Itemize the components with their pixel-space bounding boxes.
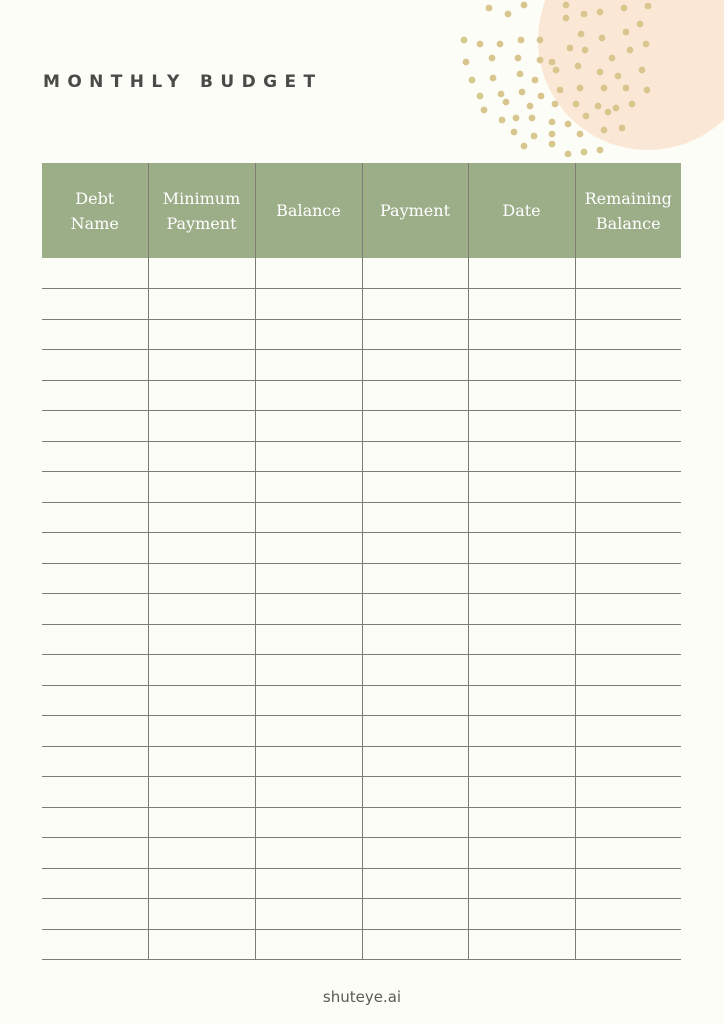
table-cell[interactable] <box>255 899 362 930</box>
table-row <box>42 716 681 747</box>
table-cell[interactable] <box>255 441 362 472</box>
decor-dot <box>605 109 612 116</box>
table-cell[interactable] <box>468 594 575 625</box>
table-cell[interactable] <box>148 838 255 869</box>
table-cell[interactable] <box>575 807 681 838</box>
decor-dot <box>613 105 620 112</box>
header-label: Minimum Payment <box>162 188 241 233</box>
table-cell[interactable] <box>362 594 468 625</box>
table-cell[interactable] <box>575 624 681 655</box>
table-cell[interactable] <box>575 838 681 869</box>
table-cell[interactable] <box>575 716 681 747</box>
table-cell[interactable] <box>362 319 468 350</box>
table-row <box>42 563 681 594</box>
table-cell[interactable] <box>42 624 148 655</box>
table-cell[interactable] <box>575 441 681 472</box>
decor-dot <box>563 15 570 22</box>
decor-dot <box>629 101 636 108</box>
decor-dot <box>595 103 602 110</box>
table-cell[interactable] <box>575 685 681 716</box>
table-cell[interactable] <box>362 868 468 899</box>
table-cell[interactable] <box>255 807 362 838</box>
table-cell[interactable] <box>148 319 255 350</box>
table-cell[interactable] <box>362 380 468 411</box>
table-cell[interactable] <box>255 746 362 777</box>
table-cell[interactable] <box>255 685 362 716</box>
decor-dot <box>529 115 536 122</box>
table-cell[interactable] <box>362 258 468 289</box>
table-cell[interactable] <box>575 868 681 899</box>
table-cell[interactable] <box>362 716 468 747</box>
header-remaining-balance <box>575 163 681 258</box>
decor-dot <box>537 37 544 44</box>
table-cell[interactable] <box>148 533 255 564</box>
table-row <box>42 777 681 808</box>
table-cell[interactable] <box>468 533 575 564</box>
table-cell[interactable] <box>468 777 575 808</box>
decor-dot <box>597 9 604 16</box>
table-cell[interactable] <box>468 258 575 289</box>
table-row <box>42 441 681 472</box>
table-cell[interactable] <box>42 746 148 777</box>
table-row <box>42 502 681 533</box>
decor-dot <box>563 2 570 9</box>
table-cell[interactable] <box>575 746 681 777</box>
table-cell[interactable] <box>468 350 575 381</box>
table-cell[interactable] <box>468 868 575 899</box>
table-cell[interactable] <box>362 411 468 442</box>
decor-dot <box>627 47 634 54</box>
decor-dot <box>463 59 470 66</box>
budget-table <box>42 163 681 960</box>
header-balance <box>255 163 362 258</box>
table-cell[interactable] <box>42 868 148 899</box>
decor-dot <box>578 31 585 38</box>
decor-dot <box>599 35 606 42</box>
table-cell[interactable] <box>575 502 681 533</box>
table-cell[interactable] <box>255 380 362 411</box>
decor-dot <box>481 107 488 114</box>
table-cell[interactable] <box>42 350 148 381</box>
table-cell[interactable] <box>255 838 362 869</box>
table-cell[interactable] <box>468 655 575 686</box>
table-row <box>42 929 681 960</box>
decor-dot <box>477 41 484 48</box>
table-cell[interactable] <box>255 258 362 289</box>
table-cell[interactable] <box>148 746 255 777</box>
decor-dot <box>644 87 651 94</box>
decor-dot <box>577 131 584 138</box>
table-cell[interactable] <box>255 502 362 533</box>
table-cell[interactable] <box>362 533 468 564</box>
table-cell[interactable] <box>575 777 681 808</box>
table-cell[interactable] <box>148 289 255 320</box>
table-cell[interactable] <box>255 533 362 564</box>
table-row <box>42 258 681 289</box>
table-cell[interactable] <box>468 624 575 655</box>
decor-dot <box>615 73 622 80</box>
table-row <box>42 655 681 686</box>
table-cell[interactable] <box>148 929 255 960</box>
table-cell[interactable] <box>468 472 575 503</box>
table-cell[interactable] <box>255 655 362 686</box>
header-debt-name <box>42 163 148 258</box>
decor-dot <box>619 125 626 132</box>
table-cell[interactable] <box>255 319 362 350</box>
decor-dot <box>518 37 525 44</box>
table-cell[interactable] <box>575 563 681 594</box>
decor-dot <box>538 93 545 100</box>
decor-dot <box>531 133 538 140</box>
table-cell[interactable] <box>255 350 362 381</box>
table-cell[interactable] <box>255 868 362 899</box>
table-cell[interactable] <box>148 258 255 289</box>
table-cell[interactable] <box>362 441 468 472</box>
table-cell[interactable] <box>42 380 148 411</box>
header-label: Balance <box>276 201 341 220</box>
table-cell[interactable] <box>362 929 468 960</box>
table-cell[interactable] <box>575 350 681 381</box>
table-cell[interactable] <box>468 807 575 838</box>
table-cell[interactable] <box>42 441 148 472</box>
decor-dot <box>573 101 580 108</box>
header-label: Remaining Balance <box>584 188 672 233</box>
table-cell[interactable] <box>148 502 255 533</box>
table-cell[interactable] <box>362 746 468 777</box>
table-row <box>42 807 681 838</box>
table-cell[interactable] <box>148 624 255 655</box>
table-cell[interactable] <box>42 319 148 350</box>
decor-dot <box>505 11 512 18</box>
decor-dot <box>549 59 556 66</box>
table-row <box>42 868 681 899</box>
table-cell[interactable] <box>362 289 468 320</box>
table-cell[interactable] <box>42 838 148 869</box>
dot-pattern-decoration <box>461 2 652 158</box>
table-cell[interactable] <box>468 319 575 350</box>
table-cell[interactable] <box>255 777 362 808</box>
table-cell[interactable] <box>148 807 255 838</box>
header-date <box>468 163 575 258</box>
decor-dot <box>637 21 644 28</box>
table-row <box>42 624 681 655</box>
table-cell[interactable] <box>42 685 148 716</box>
table-cell[interactable] <box>575 258 681 289</box>
table-cell[interactable] <box>148 563 255 594</box>
header-label: Date <box>502 201 541 220</box>
decor-dot <box>583 113 590 120</box>
table-cell[interactable] <box>575 411 681 442</box>
decor-dot <box>469 77 476 84</box>
table-row <box>42 350 681 381</box>
table-cell[interactable] <box>575 319 681 350</box>
decor-dot <box>537 57 544 64</box>
table-row <box>42 411 681 442</box>
table-cell[interactable] <box>575 929 681 960</box>
table-header-row <box>42 163 681 258</box>
table-cell[interactable] <box>468 899 575 930</box>
decor-dot <box>549 141 556 148</box>
decor-dot <box>643 41 650 48</box>
table-cell[interactable] <box>575 899 681 930</box>
decor-dot <box>557 87 564 94</box>
header-payment <box>362 163 468 258</box>
table-cell[interactable] <box>42 899 148 930</box>
table-cell[interactable] <box>148 411 255 442</box>
decor-dot <box>527 103 534 110</box>
table-row <box>42 899 681 930</box>
table-row <box>42 746 681 777</box>
table-cell[interactable] <box>148 441 255 472</box>
decor-dot <box>581 11 588 18</box>
table-cell[interactable] <box>255 289 362 320</box>
decor-dot <box>645 3 652 10</box>
peach-circle-decoration <box>538 0 724 150</box>
header-minimum-payment <box>148 163 255 258</box>
table-cell[interactable] <box>468 380 575 411</box>
table-cell[interactable] <box>255 563 362 594</box>
decor-dot <box>490 75 497 82</box>
table-cell[interactable] <box>468 838 575 869</box>
table-cell[interactable] <box>468 411 575 442</box>
table-row <box>42 533 681 564</box>
table-cell[interactable] <box>362 655 468 686</box>
table-cell[interactable] <box>42 289 148 320</box>
decor-dot <box>515 55 522 62</box>
table-cell[interactable] <box>362 624 468 655</box>
table-row <box>42 685 681 716</box>
table-cell[interactable] <box>255 624 362 655</box>
decor-dot <box>575 63 582 70</box>
table-cell[interactable] <box>255 472 362 503</box>
table-cell[interactable] <box>148 380 255 411</box>
header-label: Debt Name <box>70 188 119 233</box>
decor-dot <box>498 91 505 98</box>
page-title: MONTHLY BUDGET <box>43 72 323 92</box>
table-cell[interactable] <box>42 655 148 686</box>
table-row <box>42 838 681 869</box>
decor-dot <box>503 99 510 106</box>
table-row <box>42 380 681 411</box>
decor-dot <box>621 5 628 12</box>
decor-dot <box>582 47 589 54</box>
table-row <box>42 289 681 320</box>
decor-dot <box>597 147 604 154</box>
table-cell[interactable] <box>148 716 255 747</box>
table-cell[interactable] <box>42 258 148 289</box>
table-cell[interactable] <box>575 655 681 686</box>
table-cell[interactable] <box>362 563 468 594</box>
decor-dot <box>639 67 646 74</box>
table-cell[interactable] <box>468 929 575 960</box>
table-row <box>42 472 681 503</box>
decor-dot <box>521 143 528 150</box>
table-cell[interactable] <box>42 472 148 503</box>
table-cell[interactable] <box>468 685 575 716</box>
decor-dot <box>601 85 608 92</box>
header-label: Payment <box>380 201 450 220</box>
decor-dot <box>521 2 528 9</box>
table-cell[interactable] <box>148 777 255 808</box>
table-cell[interactable] <box>42 411 148 442</box>
table-cell[interactable] <box>468 502 575 533</box>
table-cell[interactable] <box>468 563 575 594</box>
decor-dot <box>581 149 588 156</box>
table-cell[interactable] <box>148 899 255 930</box>
decor-dot <box>577 85 584 92</box>
table-cell[interactable] <box>148 594 255 625</box>
table-cell[interactable] <box>468 746 575 777</box>
table-cell[interactable] <box>362 838 468 869</box>
table-cell[interactable] <box>362 807 468 838</box>
table-cell[interactable] <box>468 441 575 472</box>
footer-brand: shuteye.ai <box>322 988 402 1006</box>
decor-dot <box>549 119 556 126</box>
table-cell[interactable] <box>575 289 681 320</box>
decor-dot <box>553 67 560 74</box>
table-cell[interactable] <box>148 350 255 381</box>
table-row <box>42 319 681 350</box>
decor-dot <box>511 129 518 136</box>
table-cell[interactable] <box>42 716 148 747</box>
table-cell[interactable] <box>362 502 468 533</box>
table-cell[interactable] <box>148 868 255 899</box>
decor-dot <box>601 127 608 134</box>
table-cell[interactable] <box>42 502 148 533</box>
decor-dot <box>549 131 556 138</box>
decor-dot <box>499 117 506 124</box>
table-cell[interactable] <box>575 380 681 411</box>
table-cell[interactable] <box>575 472 681 503</box>
table-cell[interactable] <box>148 472 255 503</box>
decor-dot <box>565 151 572 158</box>
decor-dot <box>565 121 572 128</box>
decor-dot <box>461 37 468 44</box>
decor-dot <box>597 69 604 76</box>
table-cell[interactable] <box>362 685 468 716</box>
table-cell[interactable] <box>255 929 362 960</box>
table-cell[interactable] <box>42 594 148 625</box>
table-cell[interactable] <box>468 289 575 320</box>
table-cell[interactable] <box>42 807 148 838</box>
decor-dot <box>489 55 496 62</box>
decor-dot <box>486 5 493 12</box>
table-cell[interactable] <box>362 899 468 930</box>
table-cell[interactable] <box>42 929 148 960</box>
table-cell[interactable] <box>575 533 681 564</box>
table-cell[interactable] <box>255 411 362 442</box>
decor-dot <box>609 55 616 62</box>
table-cell[interactable] <box>362 350 468 381</box>
decor-dot <box>532 77 539 84</box>
table-cell[interactable] <box>255 594 362 625</box>
decor-dot <box>519 89 526 96</box>
decor-dot <box>497 41 504 48</box>
table-cell[interactable] <box>255 716 362 747</box>
decor-dot <box>552 101 559 108</box>
table-cell[interactable] <box>42 533 148 564</box>
table-cell[interactable] <box>148 685 255 716</box>
table-cell[interactable] <box>468 716 575 747</box>
table-cell[interactable] <box>362 777 468 808</box>
table-cell[interactable] <box>148 655 255 686</box>
decor-dot <box>567 45 574 52</box>
decor-dot <box>623 85 630 92</box>
table-cell[interactable] <box>42 777 148 808</box>
decor-dot <box>477 93 484 100</box>
decor-dot <box>513 115 520 122</box>
table-cell[interactable] <box>362 472 468 503</box>
decor-dot <box>623 29 630 36</box>
table-row <box>42 594 681 625</box>
decor-dot <box>517 71 524 78</box>
table-cell[interactable] <box>575 594 681 625</box>
table-cell[interactable] <box>42 563 148 594</box>
